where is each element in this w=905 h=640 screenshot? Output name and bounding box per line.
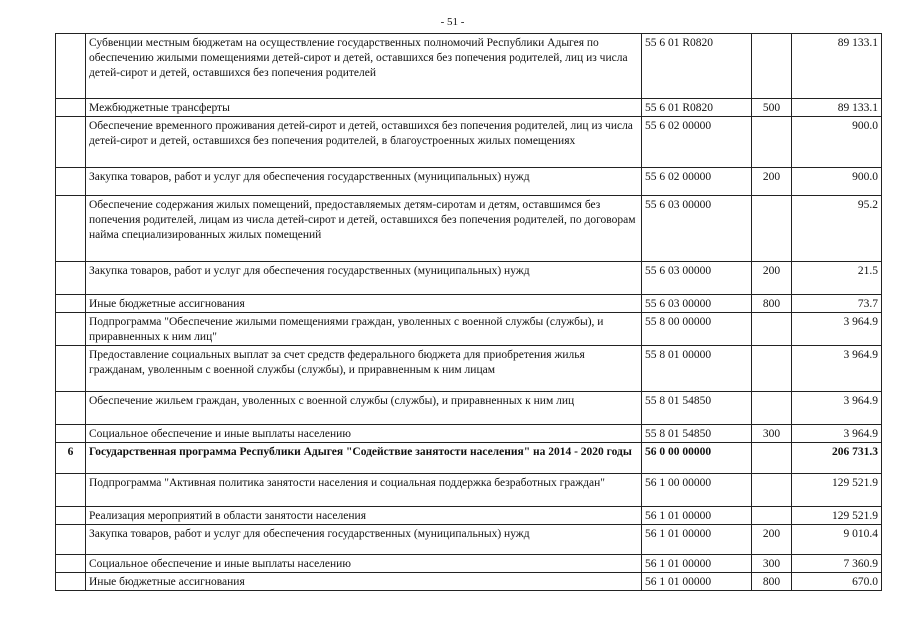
row-expense-type-cell: 800: [752, 573, 792, 591]
row-number-cell: [56, 117, 86, 168]
row-sum-cell: 129 521.9: [792, 474, 882, 507]
row-number-cell: [56, 425, 86, 443]
row-code-cell: 56 1 00 00000: [642, 474, 752, 507]
row-expense-type-cell: [752, 346, 792, 392]
table-row: [56, 392, 882, 425]
table-row: [56, 295, 882, 313]
budget-table: [55, 33, 882, 591]
row-number-cell: [56, 525, 86, 555]
row-sum-cell: 89 133.1: [792, 34, 882, 99]
row-name-cell: Предоставление социальных выплат за счет средств федерального бюджета для приобретения жилья гражданам, уволенным с военной службы (службы), и приравненным к ним лицам: [86, 346, 642, 392]
page-number: - 51 -: [440, 16, 465, 28]
row-name-cell: Подпрограмма "Обеспечение жилыми помещениями граждан, уволенных с военной службы (службы), и приравненных к ним лиц": [86, 313, 642, 346]
row-expense-type-cell: [752, 313, 792, 346]
row-code-cell: 55 6 02 00000: [642, 168, 752, 196]
row-number-cell: [56, 262, 86, 295]
row-expense-type-cell: 300: [752, 555, 792, 573]
row-sum-cell: 9 010.4: [792, 525, 882, 555]
row-sum-cell: 7 360.9: [792, 555, 882, 573]
row-number-cell: [56, 507, 86, 525]
row-name-cell: Реализация мероприятий в области занятости населения: [86, 507, 642, 525]
row-name-cell: Межбюджетные трансферты: [86, 99, 642, 117]
row-code-cell: 55 6 03 00000: [642, 262, 752, 295]
row-name-cell: Социальное обеспечение и иные выплаты населению: [86, 555, 642, 573]
row-code-cell: 55 6 01 R0820: [642, 99, 752, 117]
row-sum-cell: 21.5: [792, 262, 882, 295]
row-code-cell: 56 1 01 00000: [642, 525, 752, 555]
row-name-cell: Государственная программа Республики Адыгея "Содействие занятости населения" на 2014 - 2020 годы: [86, 443, 642, 474]
table-row: [56, 474, 882, 507]
row-name-cell: Иные бюджетные ассигнования: [86, 295, 642, 313]
row-expense-type-cell: [752, 392, 792, 425]
row-sum-cell: 3 964.9: [792, 425, 882, 443]
table-row: [56, 34, 882, 99]
row-code-cell: 55 8 01 54850: [642, 425, 752, 443]
row-number-cell: [56, 313, 86, 346]
row-number-cell: [56, 392, 86, 425]
row-expense-type-cell: [752, 196, 792, 262]
row-expense-type-cell: 200: [752, 168, 792, 196]
row-sum-cell: 3 964.9: [792, 392, 882, 425]
row-name-cell: Обеспечение содержания жилых помещений, предоставляемых детям-сиротам и детям, оставшимся без попечения родителей, лицам из числа детей-сирот и детей, оставшихся без попечения родителей, по договорам найма специализированных жилых помещений: [86, 196, 642, 262]
table-row: [56, 313, 882, 346]
table-row: [56, 525, 882, 555]
table-row: [56, 168, 882, 196]
row-sum-cell: 900.0: [792, 117, 882, 168]
row-sum-cell: 670.0: [792, 573, 882, 591]
table-row: [56, 425, 882, 443]
row-name-cell: Субвенции местным бюджетам на осуществление государственных полномочий Республики Адыгея по обеспечению жилыми помещениями детей-сирот и детей, оставшихся без попечения родителей, лиц из числа детей-сирот и детей, оставшихся без попечения родителей: [86, 34, 642, 99]
row-sum-cell: 89 133.1: [792, 99, 882, 117]
row-name-cell: Иные бюджетные ассигнования: [86, 573, 642, 591]
row-code-cell: 56 1 01 00000: [642, 555, 752, 573]
row-expense-type-cell: [752, 507, 792, 525]
row-number-cell: [56, 168, 86, 196]
row-name-cell: Закупка товаров, работ и услуг для обеспечения государственных (муниципальных) нужд: [86, 525, 642, 555]
row-code-cell: 56 0 00 00000: [642, 443, 752, 474]
table-row: [56, 196, 882, 262]
row-name-cell: Социальное обеспечение и иные выплаты населению: [86, 425, 642, 443]
row-number-cell: 6: [56, 443, 86, 474]
row-number-cell: [56, 573, 86, 591]
row-number-cell: [56, 474, 86, 507]
row-sum-cell: 3 964.9: [792, 313, 882, 346]
row-code-cell: 55 8 01 54850: [642, 392, 752, 425]
row-code-cell: 55 6 02 00000: [642, 117, 752, 168]
row-expense-type-cell: 200: [752, 525, 792, 555]
table-row: [56, 262, 882, 295]
table-row: [56, 117, 882, 168]
row-expense-type-cell: [752, 34, 792, 99]
row-expense-type-cell: [752, 443, 792, 474]
row-name-cell: Закупка товаров, работ и услуг для обеспечения государственных (муниципальных) нужд: [86, 262, 642, 295]
row-expense-type-cell: 200: [752, 262, 792, 295]
row-expense-type-cell: 500: [752, 99, 792, 117]
row-code-cell: 55 6 01 R0820: [642, 34, 752, 99]
row-name-cell: Подпрограмма "Активная политика занятости населения и социальная поддержка безработных граждан": [86, 474, 642, 507]
row-sum-cell: 73.7: [792, 295, 882, 313]
row-number-cell: [56, 295, 86, 313]
row-name-cell: Обеспечение временного проживания детей-сирот и детей, оставшихся без попечения родителей, лиц из числа детей-сирот и детей, оставшихся без попечения родителей, в благоустроенных жилых помещениях: [86, 117, 642, 168]
row-code-cell: 55 8 00 00000: [642, 313, 752, 346]
row-name-cell: Закупка товаров, работ и услуг для обеспечения государственных (муниципальных) нужд: [86, 168, 642, 196]
row-number-cell: [56, 34, 86, 99]
table-row: [56, 443, 882, 474]
row-code-cell: 56 1 01 00000: [642, 507, 752, 525]
table-row: [56, 555, 882, 573]
row-expense-type-cell: [752, 474, 792, 507]
table-row: [56, 507, 882, 525]
budget-table-body: [56, 34, 882, 591]
row-sum-cell: 95.2: [792, 196, 882, 262]
row-number-cell: [56, 346, 86, 392]
row-expense-type-cell: 300: [752, 425, 792, 443]
row-number-cell: [56, 196, 86, 262]
table-row: [56, 346, 882, 392]
row-expense-type-cell: 800: [752, 295, 792, 313]
row-code-cell: 55 8 01 00000: [642, 346, 752, 392]
table-row: [56, 99, 882, 117]
table-row: [56, 573, 882, 591]
row-number-cell: [56, 555, 86, 573]
row-sum-cell: 900.0: [792, 168, 882, 196]
row-expense-type-cell: [752, 117, 792, 168]
row-sum-cell: 3 964.9: [792, 346, 882, 392]
row-sum-cell: 129 521.9: [792, 507, 882, 525]
row-name-cell: Обеспечение жильем граждан, уволенных с военной службы (службы), и приравненных к ним лиц: [86, 392, 642, 425]
row-sum-cell: 206 731.3: [792, 443, 882, 474]
row-code-cell: 55 6 03 00000: [642, 196, 752, 262]
row-code-cell: 56 1 01 00000: [642, 573, 752, 591]
row-number-cell: [56, 99, 86, 117]
row-code-cell: 55 6 03 00000: [642, 295, 752, 313]
